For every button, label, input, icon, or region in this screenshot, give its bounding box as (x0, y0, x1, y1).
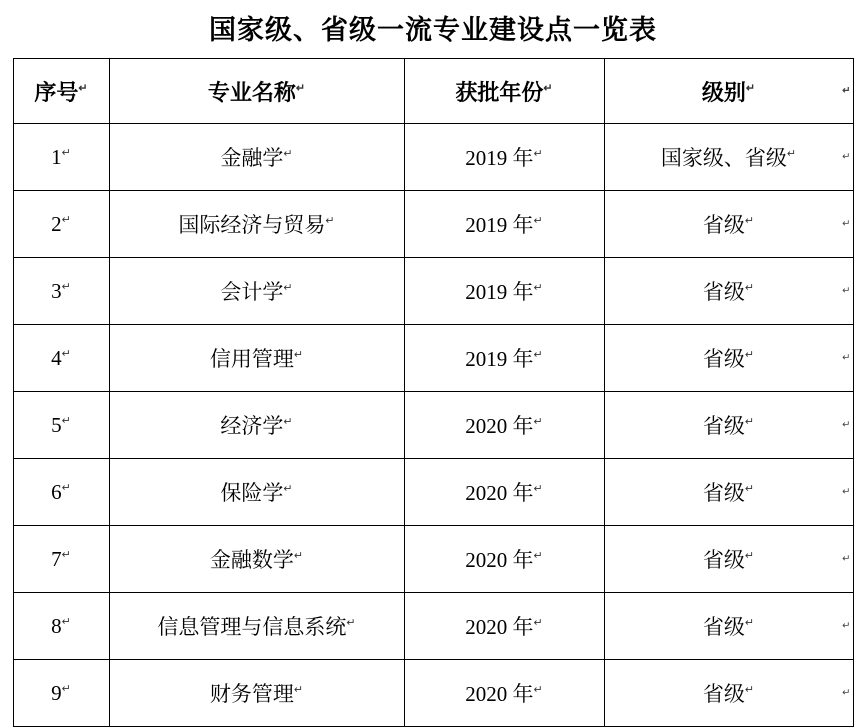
edit-mark-icon: ↵ (533, 617, 543, 630)
table-row (13, 191, 853, 258)
table-row (13, 459, 853, 526)
edit-mark-icon: ↵ (61, 146, 71, 159)
edit-mark-icon: ↵ (61, 414, 71, 427)
column-header-name-label: 专业名称 (207, 79, 296, 105)
cell-no: 4↵ (13, 325, 109, 392)
edit-mark-icon: ↵ (346, 617, 356, 630)
cell-major-name: 保险学↵ (109, 459, 404, 526)
column-header-year (404, 59, 604, 124)
table-row (13, 392, 853, 459)
edit-mark-icon: ↵ (744, 483, 755, 496)
edit-mark-icon: ↵ (842, 218, 851, 230)
cell-no: 8↵ (13, 593, 109, 660)
edit-mark-icon: ↵ (293, 550, 304, 563)
edit-mark-icon: ↵ (744, 684, 755, 697)
cell-no: 3↵ (13, 258, 109, 325)
majors-table (13, 58, 854, 727)
cell-major-name: 信用管理↵ (109, 325, 404, 392)
cell-year: 2019 年↵ (404, 258, 604, 325)
cell-level: 省级↵ ↵ (604, 191, 853, 258)
edit-mark-icon: ↵ (842, 151, 851, 163)
edit-mark-icon: ↵ (325, 215, 335, 228)
table-row (13, 258, 853, 325)
cell-no: 7↵ (13, 526, 109, 593)
edit-mark-icon: ↵ (842, 352, 851, 364)
cell-year: 2019 年↵ (404, 191, 604, 258)
edit-mark-icon: ↵ (533, 349, 543, 362)
edit-mark-icon: ↵ (533, 684, 543, 697)
edit-mark-icon: ↵ (283, 416, 293, 429)
edit-mark-icon: ↵ (283, 483, 293, 496)
cell-no: 5↵ (13, 392, 109, 459)
edit-mark-icon: ↵ (533, 215, 543, 228)
cell-no: 2↵ (13, 191, 109, 258)
edit-mark-icon: ↵ (61, 615, 71, 628)
edit-mark-icon: ↵ (744, 215, 755, 228)
cell-level: 省级↵ ↵ (604, 593, 853, 660)
edit-mark-icon: ↵ (61, 347, 71, 360)
cell-no: 1↵ (13, 124, 109, 191)
edit-mark-icon: ↵ (744, 416, 755, 429)
table-row (13, 593, 853, 660)
column-header-no (13, 59, 109, 124)
edit-mark-icon: ↵ (744, 550, 755, 563)
cell-major-name: 财务管理↵ (109, 660, 404, 727)
cell-no: 9↵ (13, 660, 109, 727)
table-row (13, 124, 853, 191)
column-header-name (109, 59, 404, 124)
cell-year: 2019 年↵ (404, 325, 604, 392)
edit-mark-icon: ↵ (842, 285, 851, 297)
edit-mark-icon: ↵ (283, 282, 293, 295)
edit-mark-icon: ↵ (786, 148, 797, 161)
cell-year: 2019 年↵ (404, 124, 604, 191)
cell-level: 国家级、省级↵ ↵ (604, 124, 853, 191)
edit-mark-icon: ↵ (842, 85, 851, 97)
cell-major-name: 经济学↵ (109, 392, 404, 459)
edit-mark-icon: ↵ (533, 148, 543, 161)
cell-year: 2020 年↵ (404, 459, 604, 526)
cell-major-name: 国际经济与贸易↵ (109, 191, 404, 258)
edit-mark-icon: ↵ (744, 282, 755, 295)
edit-mark-icon: ↵ (744, 349, 755, 362)
edit-mark-icon: ↵ (283, 148, 293, 161)
edit-mark-icon: ↵ (61, 682, 71, 695)
cell-year: 2020 年↵ (404, 526, 604, 593)
table-row (13, 526, 853, 593)
edit-mark-icon: ↵ (543, 82, 553, 95)
edit-mark-icon: ↵ (61, 548, 71, 561)
edit-mark-icon: ↵ (61, 481, 71, 494)
edit-mark-icon: ↵ (295, 82, 306, 95)
cell-major-name: 信息管理与信息系统↵ (109, 593, 404, 660)
cell-level: 省级↵ ↵ (604, 325, 853, 392)
edit-mark-icon: ↵ (842, 419, 851, 431)
column-header-level (604, 59, 853, 124)
page-title: 国家级、省级一流专业建设点一览表 (209, 15, 657, 45)
cell-year: 2020 年↵ (404, 593, 604, 660)
table-row (13, 325, 853, 392)
cell-level: 省级↵ ↵ (604, 392, 853, 459)
edit-mark-icon: ↵ (842, 687, 851, 699)
column-header-year-label: 获批年份 (455, 79, 544, 105)
edit-mark-icon: ↵ (842, 620, 851, 632)
cell-year: 2020 年↵ (404, 392, 604, 459)
edit-mark-icon: ↵ (293, 684, 304, 697)
edit-mark-icon: ↵ (533, 416, 543, 429)
edit-mark-icon: ↵ (744, 617, 755, 630)
cell-level: 省级↵ ↵ (604, 660, 853, 727)
column-header-no-label: 序号 (34, 79, 79, 105)
edit-mark-icon: ↵ (745, 82, 756, 95)
edit-mark-icon: ↵ (293, 349, 304, 362)
cell-major-name: 会计学↵ (109, 258, 404, 325)
cell-level: 省级↵ ↵ (604, 526, 853, 593)
edit-mark-icon: ↵ (78, 82, 88, 95)
cell-major-name: 金融数学↵ (109, 526, 404, 593)
column-header-level-label: 级别 (701, 79, 746, 105)
edit-mark-icon: ↵ (533, 483, 543, 496)
cell-no: 6↵ (13, 459, 109, 526)
cell-level: 省级↵ ↵ (604, 459, 853, 526)
cell-level: 省级↵ ↵ (604, 258, 853, 325)
cell-year: 2020 年↵ (404, 660, 604, 727)
table-header-row (13, 59, 853, 124)
edit-mark-icon: ↵ (842, 486, 851, 498)
edit-mark-icon: ↵ (61, 213, 71, 226)
edit-mark-icon: ↵ (61, 280, 71, 293)
edit-mark-icon: ↵ (533, 282, 543, 295)
cell-major-name: 金融学↵ (109, 124, 404, 191)
edit-mark-icon: ↵ (842, 553, 851, 565)
edit-mark-icon: ↵ (533, 550, 543, 563)
table-row (13, 660, 853, 727)
